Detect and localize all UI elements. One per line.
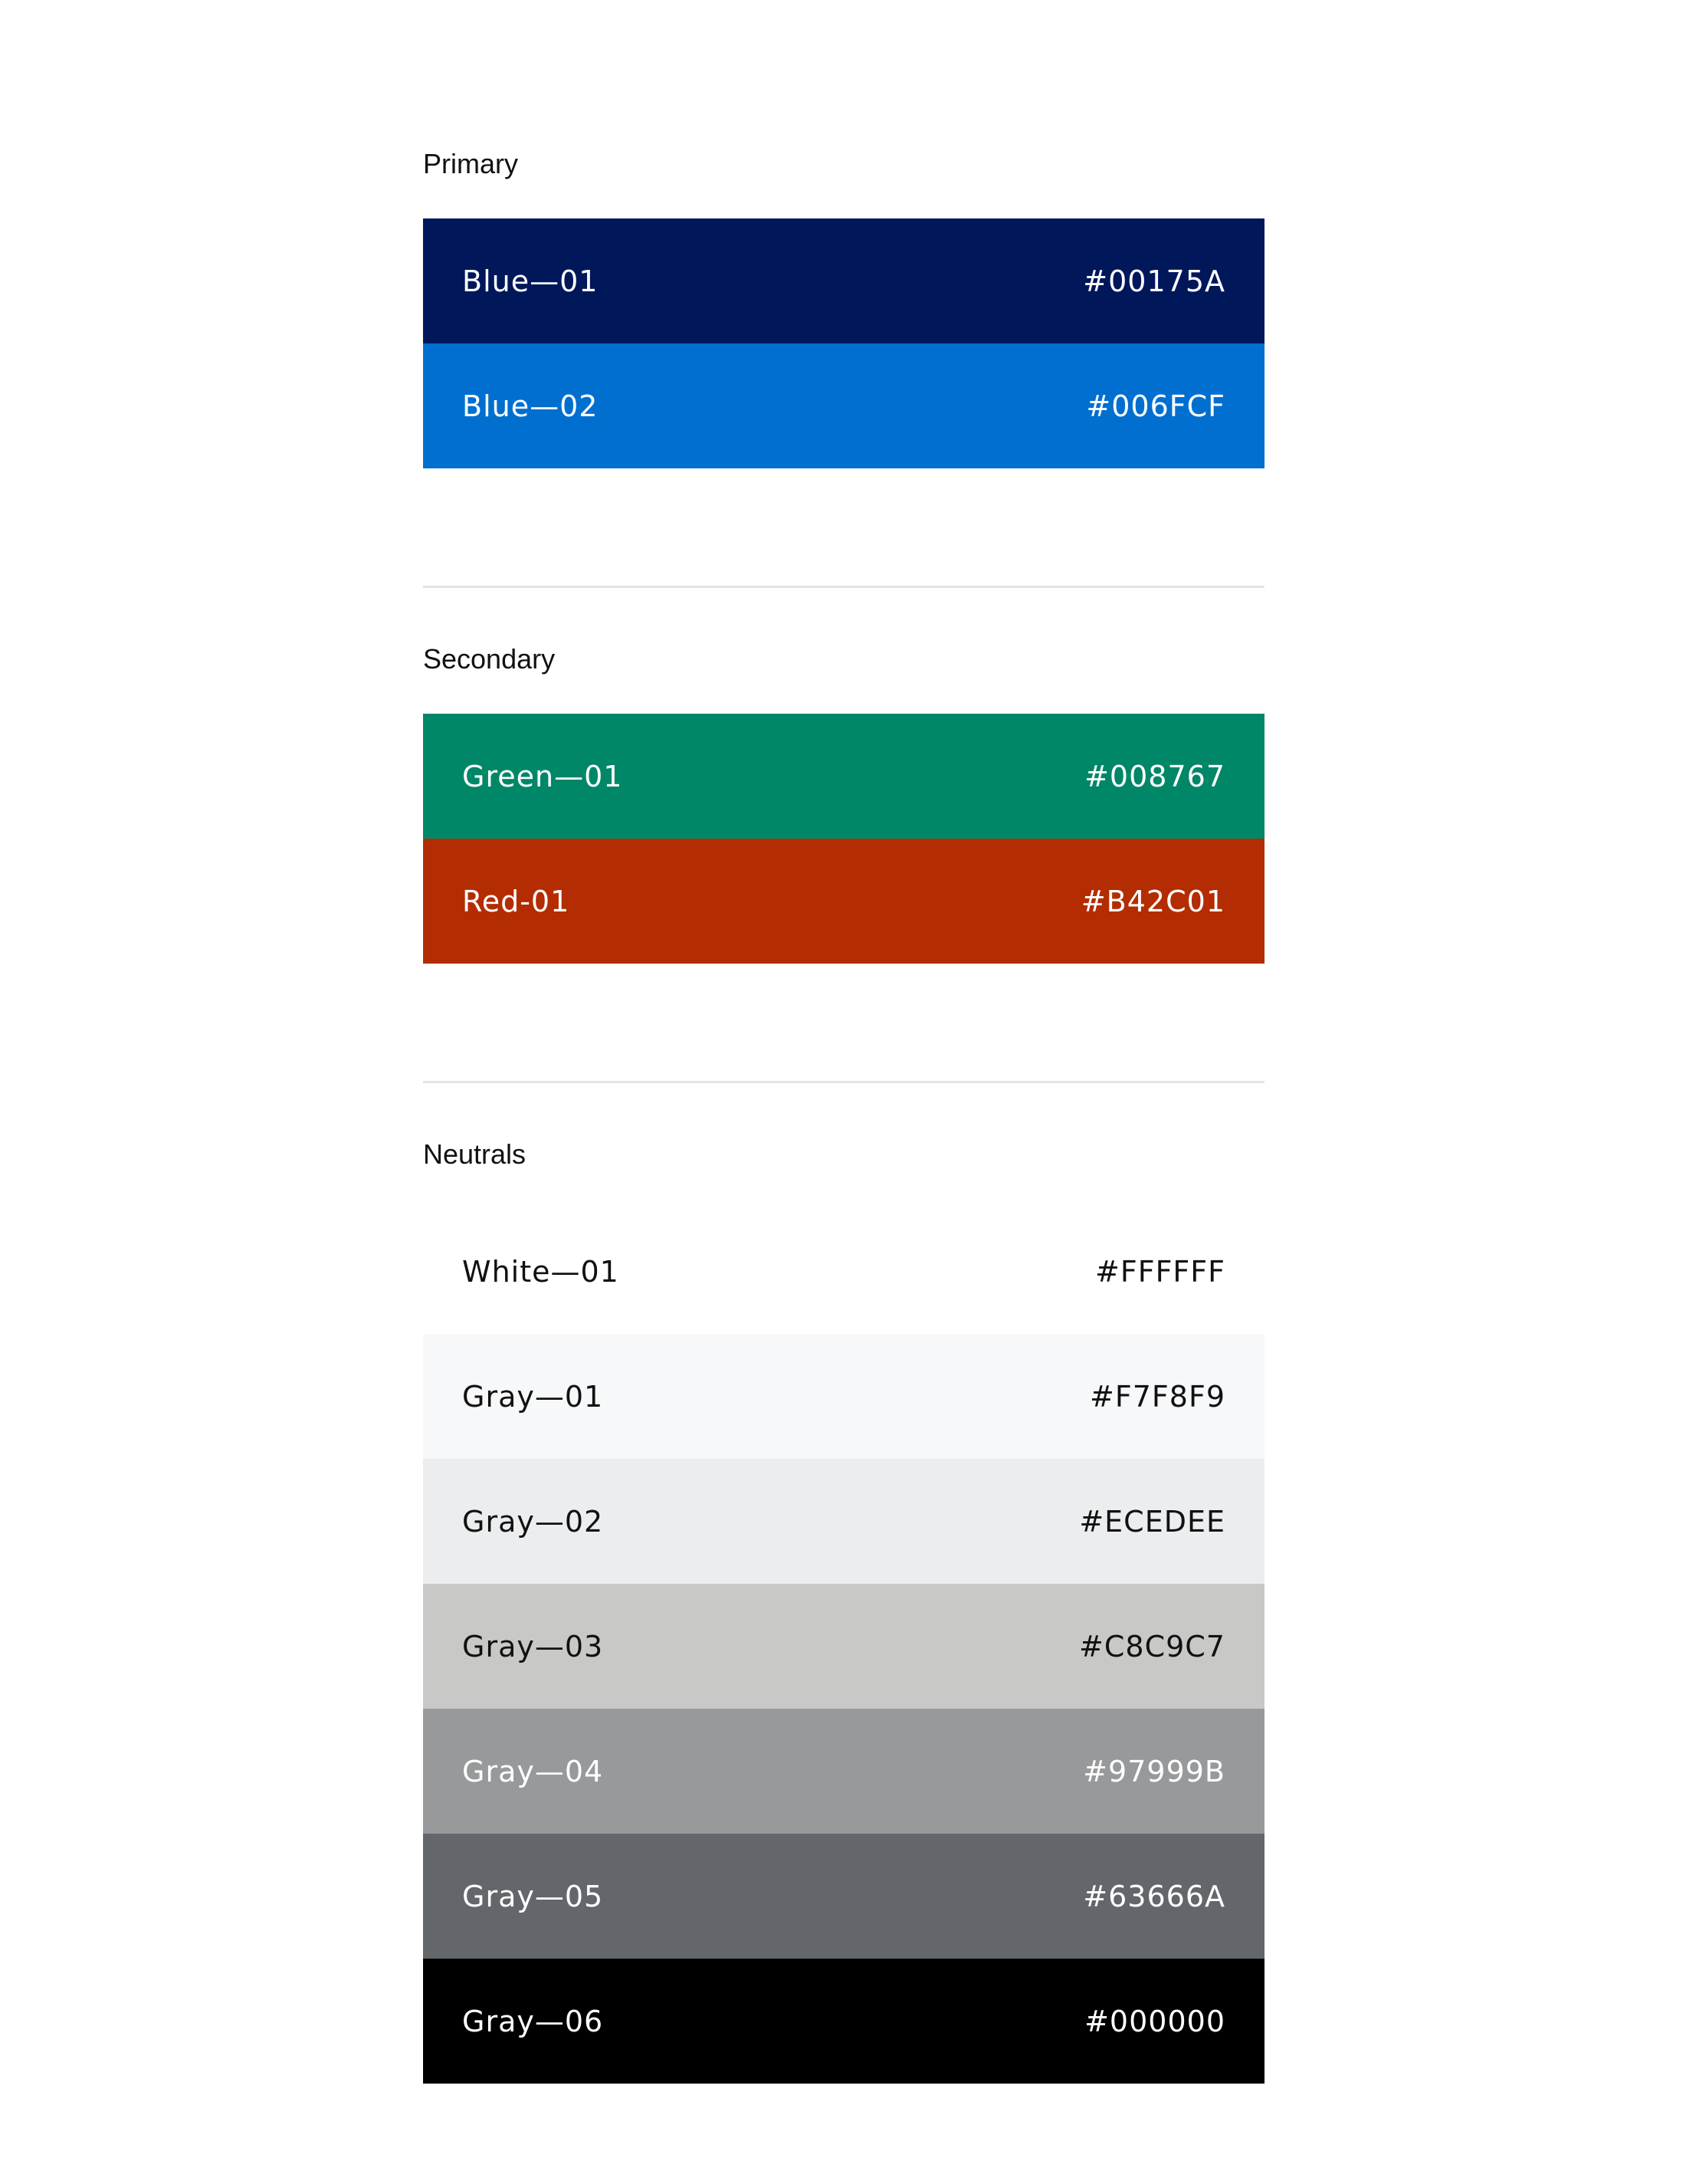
swatch-hex: #FFFFFF — [1095, 1254, 1225, 1289]
section-divider — [423, 1081, 1264, 1083]
swatch-name: Gray—01 — [462, 1379, 604, 1414]
color-swatch-white-01 — [423, 1209, 1264, 1334]
color-swatch-blue-02 — [423, 343, 1264, 468]
section-title: Neutrals — [423, 1138, 526, 1170]
color-swatch-gray-01 — [423, 1334, 1264, 1459]
swatch-name: Gray—06 — [462, 2004, 604, 2038]
swatch-hex: #00175A — [1083, 264, 1225, 298]
swatch-list — [423, 1209, 1264, 2084]
color-swatch-gray-03 — [423, 1584, 1264, 1709]
color-swatch-blue-01 — [423, 218, 1264, 343]
swatch-name: Blue—01 — [462, 264, 599, 298]
color-swatch-red-01 — [423, 839, 1264, 964]
swatch-name: Gray—02 — [462, 1504, 604, 1539]
swatch-hex: #C8C9C7 — [1079, 1629, 1225, 1663]
swatch-list — [423, 218, 1264, 468]
swatch-hex: #000000 — [1084, 2004, 1225, 2038]
swatch-hex: #008767 — [1084, 759, 1225, 793]
swatch-hex: #B42C01 — [1081, 884, 1225, 918]
swatch-hex: #F7F8F9 — [1090, 1379, 1225, 1414]
color-swatch-gray-06 — [423, 1959, 1264, 2084]
section-title: Primary — [423, 148, 518, 179]
swatch-hex: #97999B — [1083, 1754, 1225, 1788]
color-swatch-gray-05 — [423, 1834, 1264, 1959]
swatch-name: White—01 — [462, 1254, 619, 1289]
color-swatch-gray-04 — [423, 1709, 1264, 1834]
swatch-hex: #006FCF — [1086, 389, 1225, 423]
swatch-name: Gray—03 — [462, 1629, 604, 1663]
swatch-list — [423, 714, 1264, 964]
color-swatch-gray-02 — [423, 1459, 1264, 1584]
swatch-name: Blue—02 — [462, 389, 599, 423]
swatch-name: Gray—04 — [462, 1754, 604, 1788]
swatch-hex: #63666A — [1083, 1879, 1225, 1913]
swatch-name: Green—01 — [462, 759, 623, 793]
color-swatch-green-01 — [423, 714, 1264, 839]
swatch-hex: #ECEDEE — [1079, 1504, 1225, 1539]
section-divider — [423, 586, 1264, 588]
swatch-name: Red-01 — [462, 884, 570, 918]
section-title: Secondary — [423, 643, 556, 675]
swatch-name: Gray—05 — [462, 1879, 604, 1913]
